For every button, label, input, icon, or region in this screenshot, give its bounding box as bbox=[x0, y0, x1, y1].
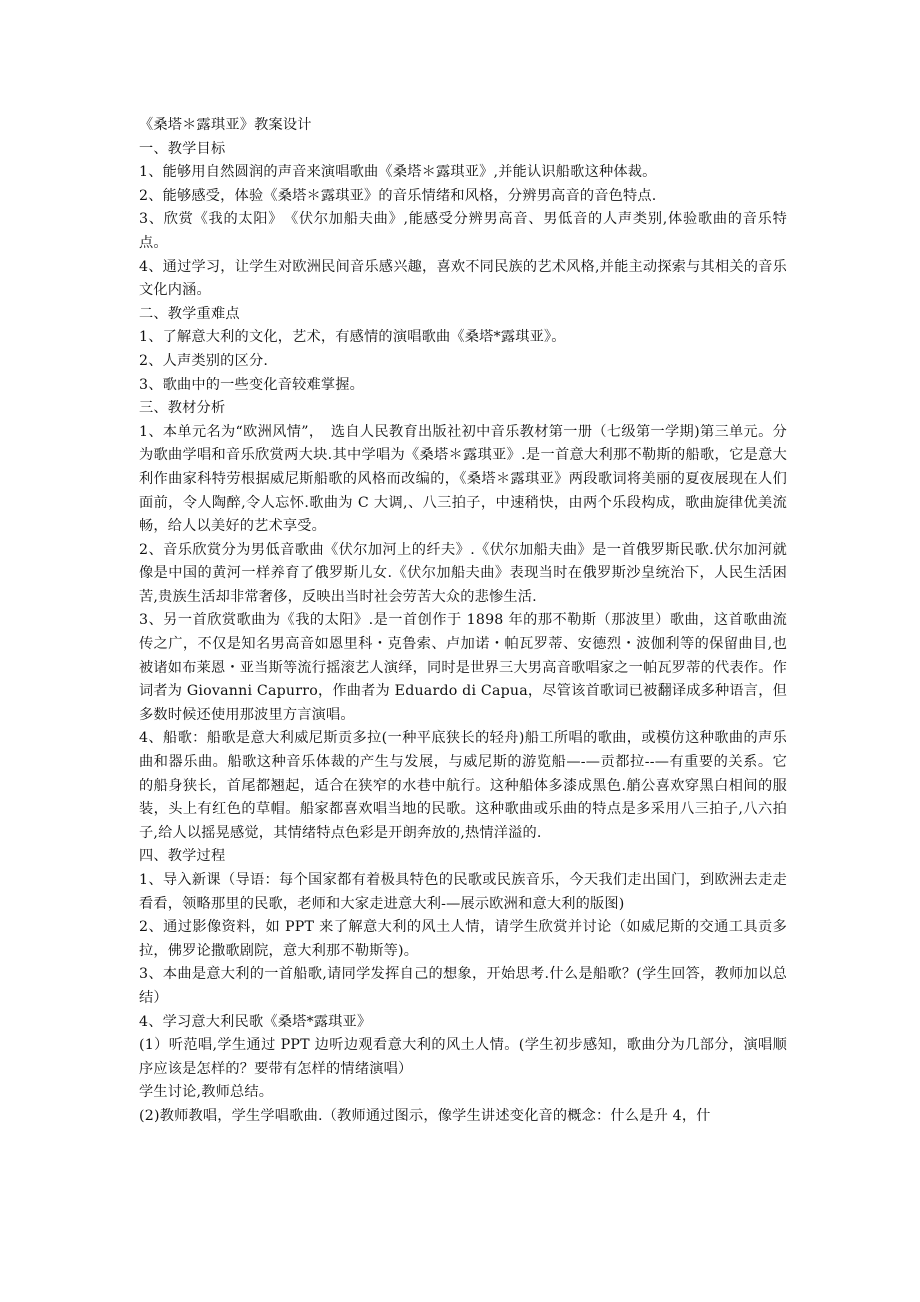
document-title: 《桑塔＊露琪亚》教案设计 bbox=[139, 117, 312, 133]
paragraph: 3、本曲是意大利的一首船歌,请同学发挥自己的想象，开始思考.什么是船歌？(学生回答，教师加以总结） bbox=[139, 966, 787, 1006]
section-heading-teaching-process: 四、教学过程 bbox=[139, 848, 226, 865]
paragraph: (1）听范唱,学生通过 PPT 边听边观看意大利的风土人情。(学生初步感知，歌曲分为几部分，演唱顺序应该是怎样的？要带有怎样的情绪演唱） bbox=[139, 1037, 787, 1077]
paragraph: 1、能够用自然圆润的声音来演唱歌曲《桑塔＊露琪亚》,并能认识船歌这种体裁。 bbox=[139, 164, 657, 181]
paragraph: 1、导入新课（导语：每个国家都有着极具特色的民歌或民族音乐，今天我们走出国门，到欧洲去走走看看，领略那里的民歌，老师和大家走进意大利-—展示欧洲和意大利的版图) bbox=[139, 872, 787, 912]
paragraph: 1、本单元名为“欧洲风情”， 选自人民教育出版社初中音乐教材第一册（七级第一学期)第三单元。分为歌曲学唱和音乐欣赏两大块.其中学唱为《桑塔＊露琪亚》.是一首意大利那不勒斯的船歌，它是意大利作曲家科特劳根据威尼斯船歌的风格而改编的，《桑塔＊露琪亚》两段歌词将美丽的夏夜展现在人们面前，令人陶醉,令人忘怀.歌曲为 C 大调,、八三拍子，中速稍快，由两个乐段构成，歌曲旋律优美流畅，给人以美好的艺术享受。 bbox=[139, 423, 787, 535]
paragraph: 4、船歌：船歌是意大利威尼斯贡多拉(一种平底狭长的轻舟)船工所唱的歌曲，或模仿这种歌曲的声乐曲和器乐曲。船歌这种音乐体裁的产生与发展，与威尼斯的游览船—-—贡都拉--—有重要的关系。它的船身狭长，首尾都翘起，适合在狭窄的水巷中航行。这种船体多漆成黑色.艄公喜欢穿黑白相间的服装，头上有红色的草帽。船家都喜欢唱当地的民歌。这种歌曲或乐曲的特点是多采用八三拍子,八六拍子,给人以摇晃感觉，其情绪特点色彩是开朗奔放的,热情洋溢的. bbox=[139, 730, 787, 841]
paragraph: 3、歌曲中的一些变化音较难掌握。 bbox=[139, 376, 365, 393]
paragraph: 4、通过学习，让学生对欧洲民间音乐感兴趣，喜欢不同民族的艺术风格,并能主动探索与其相关的音乐文化内涵。 bbox=[139, 258, 787, 299]
paragraph: 2、通过影像资料，如 PPT 来了解意大利的风土人情，请学生欣赏并讨论（如威尼斯的交通工具贡多拉，佛罗论撒歌剧院，意大利那不勒斯等)。 bbox=[139, 919, 787, 959]
paragraph: 2、音乐欣赏分为男低音歌曲《伏尔加河上的纤夫》.《伏尔加船夫曲》是一首俄罗斯民歌.伏尔加河就像是中国的黄河一样养育了俄罗斯儿女.《伏尔加船夫曲》表现当时在俄罗斯沙皇统治下，人民生活困苦,贵族生活却非常奢侈，反映出当时社会劳苦大众的悲惨生活. bbox=[139, 541, 787, 605]
section-heading-objectives: 一、教学目标 bbox=[139, 140, 226, 157]
paragraph: 2、能够感受，体验《桑塔＊露琪亚》的音乐情绪和风格，分辨男高音的音色特点. bbox=[139, 187, 657, 204]
section-heading-key-points: 二、教学重难点 bbox=[139, 305, 240, 322]
section-heading-material-analysis: 三、教材分析 bbox=[139, 400, 226, 417]
paragraph: 2、人声类别的区分. bbox=[139, 352, 269, 369]
lesson-plan-document bbox=[139, 114, 787, 1129]
paragraph: 学生讨论,教师总结。 bbox=[139, 1084, 274, 1101]
paragraph: 3、欣赏《我的太阳》 《伏尔加船夫曲》,能感受分辨男高音、男低音的人声类别,体验歌曲的音乐特点。 bbox=[139, 211, 787, 251]
paragraph: (2)教师教唱，学生学唱歌曲.（教师通过图示，像学生讲述变化音的概念：什么是升 4，什 bbox=[139, 1107, 711, 1124]
paragraph: 1、了解意大利的文化，艺术，有感情的演唱歌曲《桑塔*露琪亚》。 bbox=[139, 329, 566, 346]
paragraph: 4、学习意大利民歌《桑塔*露琪亚》 bbox=[139, 1013, 372, 1030]
paragraph: 3、另一首欣赏歌曲为《我的太阳》.是一首创作于 1898 年的那不勒斯（那波里）歌曲，这首歌曲流传之广，不仅是知名男高音如恩里科・克鲁索、卢加诺・帕瓦罗蒂、安德烈・波伽利等的保留曲目,也被诸如布莱恩・亚当斯等流行摇滚艺人演绎，同时是世界三大男高音歌唱家之一帕瓦罗蒂的代表作。作词者为 Giovanni Capurro，作曲者为 Eduardo di Capua，尽管该首歌词已被翻译成多种语言，但多数时候还使用那波里方言演唱。 bbox=[139, 612, 787, 723]
